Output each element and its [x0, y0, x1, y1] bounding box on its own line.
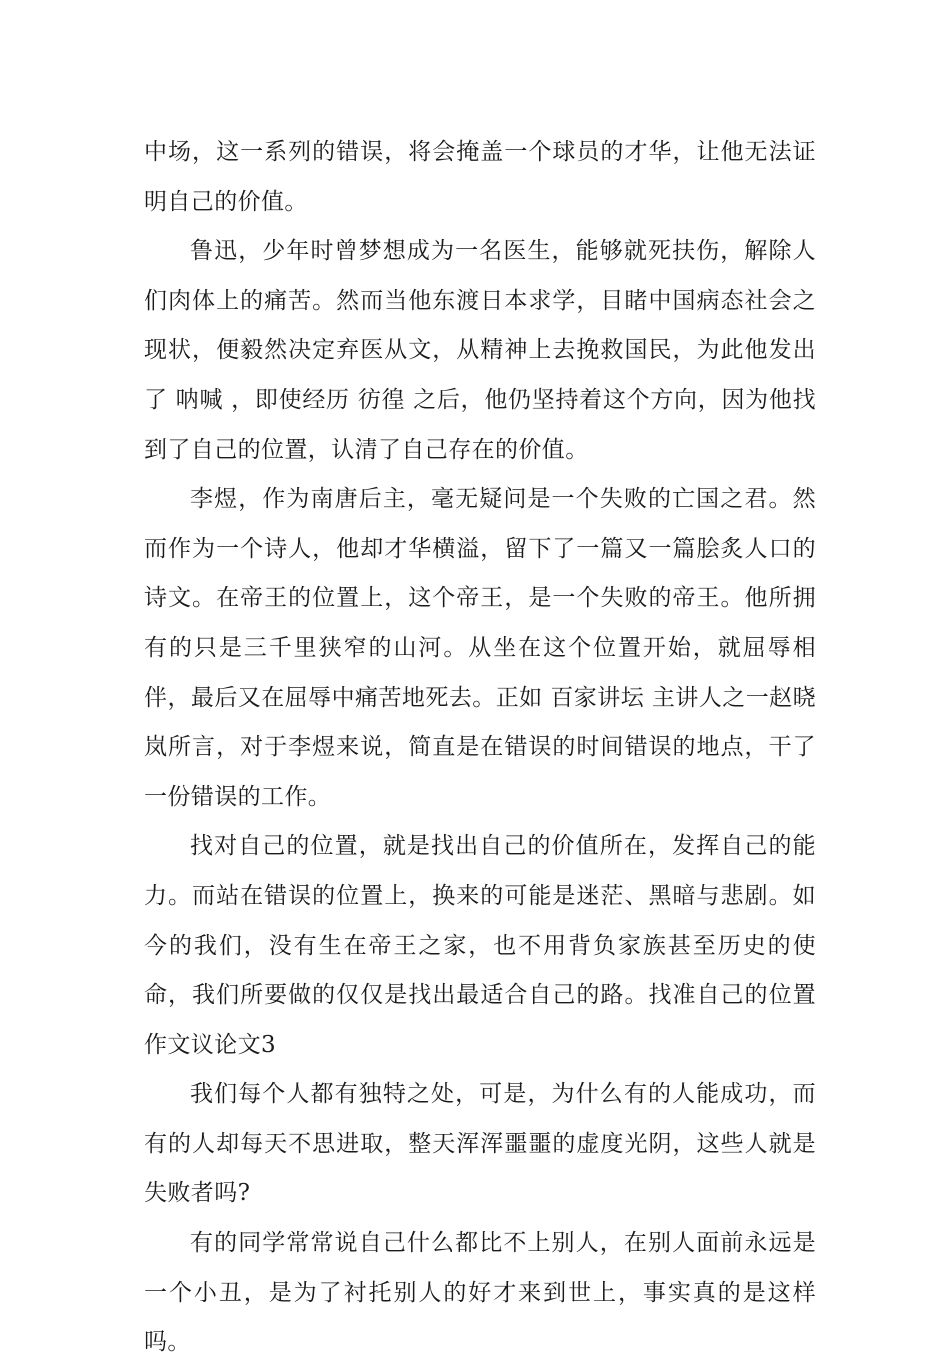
- document-body: [144, 128, 816, 1368]
- paragraph-6: 有的同学常常说自己什么都比不上别人，在别人面前永远是一个小丑，是为了衬托别人的好才来到世上，事实真的是这样吗。: [144, 1230, 816, 1356]
- paragraph-4: 找对自己的位置，就是找出自己的价值所在，发挥自己的能力。而站在错误的位置上，换来的可能是迷茫、黑暗与悲剧。如今的我们，没有生在帝王之家，也不用背负家族甚至历史的使命，我们所要做的仅仅是找出最适合自己的路。找准自己的位置作文议论文3: [144, 833, 816, 1058]
- paragraph-1: 中场，这一系列的错误，将会掩盖一个球员的才华，让他无法证明自己的价值。: [144, 139, 816, 215]
- paragraph-5: 我们每个人都有独特之处，可是，为什么有的人能成功，而有的人却每天不思进取，整天浑浑噩噩的虚度光阴，这些人就是失败者吗?: [144, 1081, 816, 1207]
- paragraph-3: 李煜，作为南唐后主，毫无疑问是一个失败的亡国之君。然而作为一个诗人，他却才华横溢，留下了一篇又一篇脍炙人口的诗文。在帝王的位置上，这个帝王，是一个失败的帝王。他所拥有的只是三千里狭窄的山河。从坐在这个位置开始，就屈辱相伴，最后又在屈辱中痛苦地死去。正如 百家讲坛 主讲人之一赵晓岚所言，对于李煜来说，简直是在错误的时间错误的地点，干了一份错误的工作。: [144, 486, 816, 810]
- paragraph-2: 鲁迅，少年时曾梦想成为一名医生，能够就死扶伤，解除人们肉体上的痛苦。然而当他东渡日本求学，目睹中国病态社会之现状，便毅然决定弃医从文，从精神上去挽救国民，为此他发出了 呐喊 ，即使经历 彷徨 之后，他仍坚持着这个方向，因为他找到了自己的位置，认清了自己存在的价值。: [144, 238, 816, 463]
